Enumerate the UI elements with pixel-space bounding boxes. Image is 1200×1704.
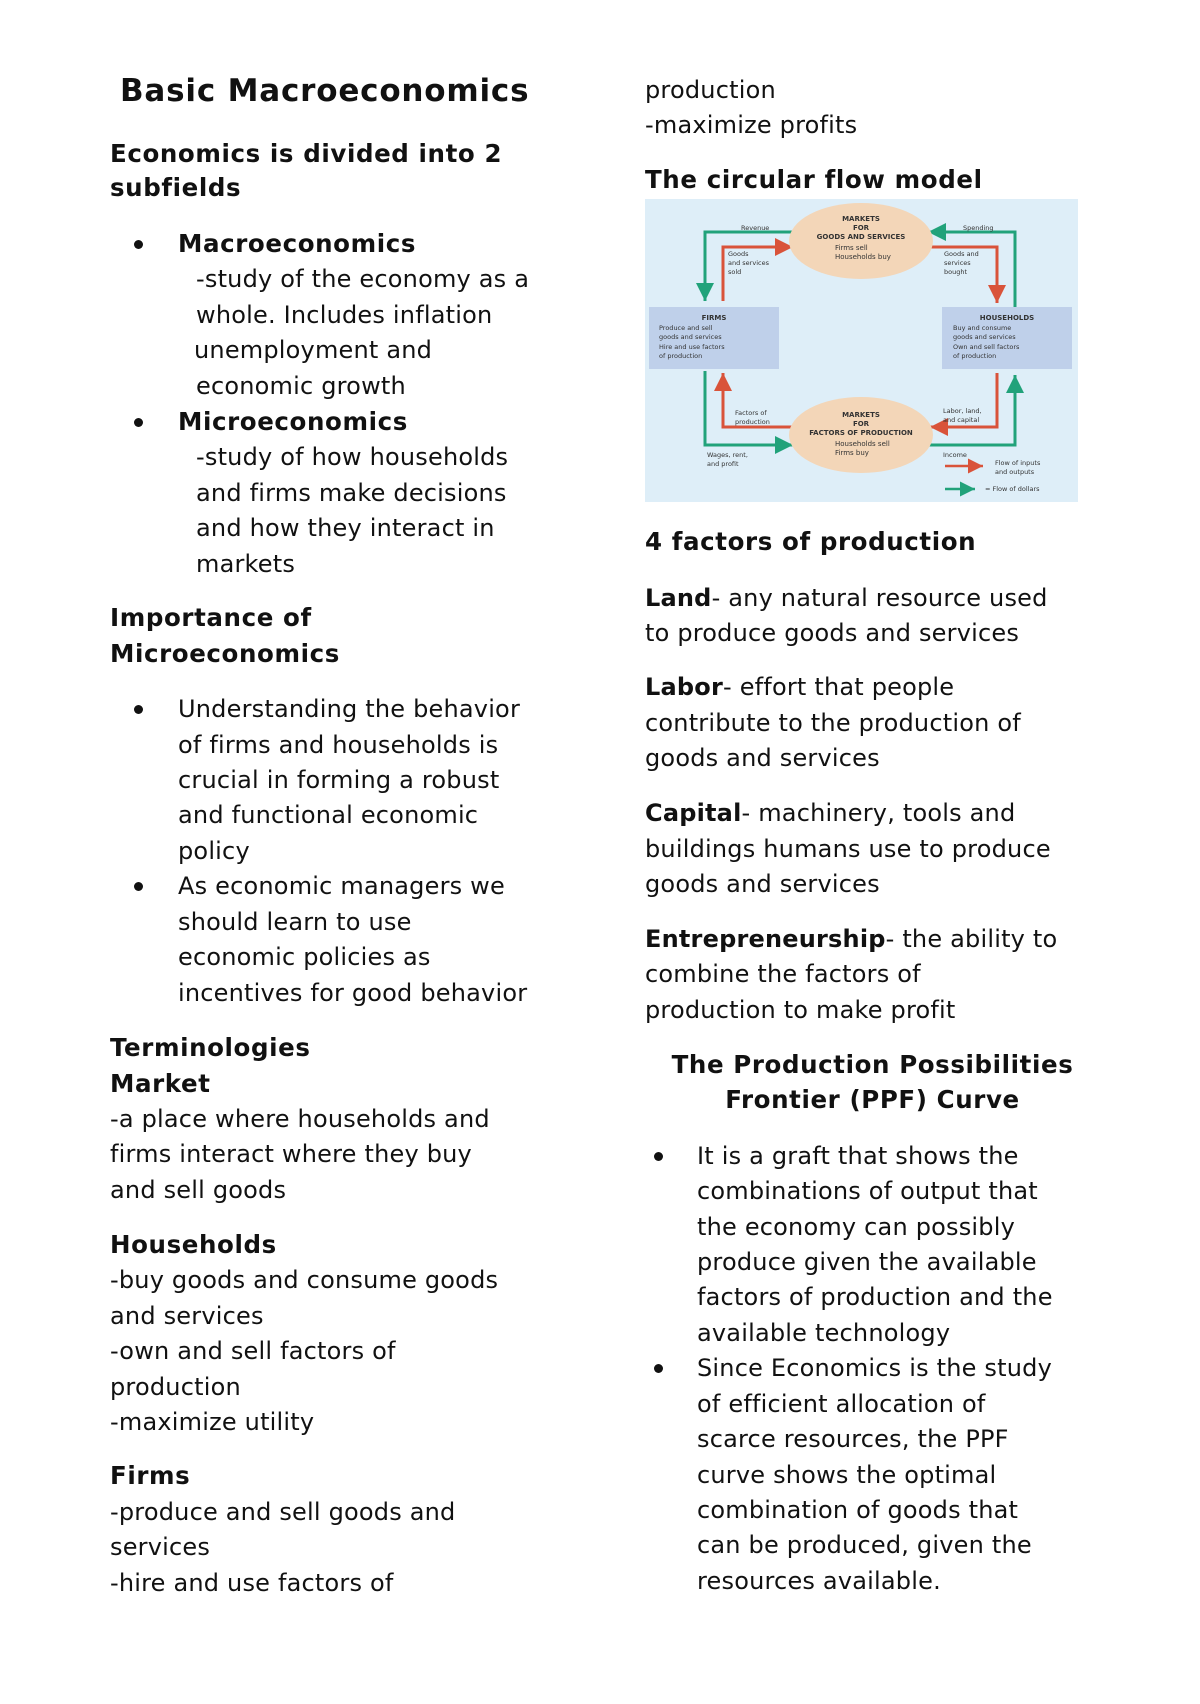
circular-flow-diagram (645, 199, 1078, 502)
micro-text-line: markets (196, 550, 296, 578)
households-box-line: Own and sell factors (953, 343, 1020, 351)
importance-bullet2-line: As economic managers we (178, 872, 505, 900)
land-line (645, 581, 1048, 615)
households-box-line: Buy and consume (953, 324, 1012, 332)
spending-flow-arrow (928, 232, 1015, 319)
factors-production-label: production (735, 418, 770, 426)
wages-label: and profit (707, 460, 739, 468)
firms-box-line: of production (659, 352, 703, 360)
bullet-icon (134, 705, 143, 714)
goods-market-label: FOR (852, 224, 870, 232)
labor-land-label: and capital (943, 416, 980, 424)
wages-label: Wages, rent, (707, 451, 748, 459)
capital-text: - machinery, tools and (741, 799, 1016, 827)
ppf-heading-line2: Frontier (PPF) Curve (725, 1085, 1020, 1114)
goods-sold-label: Goods (728, 250, 749, 258)
ppf-bullet2-line: scarce resources, the PPF (697, 1425, 1009, 1453)
market-text-line: firms interact where they buy (110, 1140, 472, 1168)
households-text-line: production (110, 1373, 241, 1401)
macro-text-line: unemployment and (194, 336, 433, 364)
ppf-bullet1-line: available technology (697, 1319, 951, 1347)
importance-bullet1-line: of firms and households is (178, 731, 499, 759)
labor-line (645, 670, 954, 704)
firms-text-line: services (110, 1533, 211, 1561)
entrepreneurship-term: Entrepreneurship (645, 925, 886, 953)
bullet-icon (134, 240, 143, 249)
income-label: Income (943, 451, 967, 459)
bullet-icon (654, 1364, 663, 1373)
wages-flow-arrow (705, 371, 793, 445)
households-box-line: goods and services (953, 333, 1016, 341)
macro-heading: Macroeconomics (178, 229, 417, 258)
land-text: - any natural resource used (711, 584, 1048, 612)
firms-box-title: FIRMS (701, 314, 727, 322)
households-text-line: -own and sell factors of (110, 1337, 396, 1365)
entrepreneurship-text: - the ability to (885, 925, 1058, 953)
labor-text: - effort that people (723, 673, 955, 701)
bullet-icon (134, 882, 143, 891)
revenue-label: Revenue (741, 224, 770, 232)
goods-sold-label: and services (728, 259, 769, 267)
firms-box-line: Produce and sell (659, 324, 713, 332)
entrepreneurship-line (645, 922, 1057, 956)
market-heading: Market (110, 1069, 211, 1098)
labor-term: Labor (645, 673, 723, 701)
micro-text-line: and how they interact in (196, 514, 495, 542)
households-box-line: of production (953, 352, 997, 360)
macro-text-line: economic growth (196, 372, 406, 400)
households-text-line: -maximize utility (110, 1408, 315, 1436)
firms-box-line: Hire and use factors (659, 343, 725, 351)
market-text-line: -a place where households and (110, 1105, 490, 1133)
intro-heading-line2: subfields (110, 173, 242, 202)
firms-continued-line: production (645, 76, 776, 104)
capital-term: Capital (645, 799, 742, 827)
goods-market-bullet: Households buy (835, 253, 891, 261)
factors-market-label: FOR (852, 420, 870, 428)
ppf-bullet2-line: curve shows the optimal (697, 1461, 997, 1489)
bullet-icon (654, 1152, 663, 1161)
legend-inputs-label: and outputs (995, 468, 1035, 476)
document-title: Basic Macroeconomics (120, 73, 530, 109)
land-text-line: to produce goods and services (645, 619, 1020, 647)
factors-market-bullet: Firms buy (835, 449, 869, 457)
factors-market-label: FACTORS OF PRODUCTION (809, 429, 913, 437)
entrepreneurship-text-line: combine the factors of (645, 960, 921, 988)
ppf-bullet1-line: the economy can possibly (697, 1213, 1016, 1241)
labor-land-label: Labor, land, (943, 407, 982, 415)
firms-text-line: -produce and sell goods and (110, 1498, 456, 1526)
entrepreneurship-text-line: production to make profit (645, 996, 956, 1024)
market-text-line: and sell goods (110, 1176, 287, 1204)
factors-heading: 4 factors of production (645, 527, 977, 556)
firms-heading: Firms (110, 1461, 191, 1490)
households-heading: Households (110, 1230, 277, 1259)
ppf-heading-line1: The Production Possibilities (671, 1050, 1074, 1079)
importance-heading-line1: Importance of (110, 603, 312, 632)
circular-flow-heading: The circular flow model (645, 165, 983, 194)
factors-market-label: MARKETS (842, 411, 880, 419)
households-box-title: HOUSEHOLDS (979, 314, 1035, 322)
spending-label: Spending (963, 224, 994, 232)
ppf-bullet1-line: It is a graft that shows the (697, 1142, 1019, 1170)
bullet-icon (134, 418, 143, 427)
importance-bullet1-line: Understanding the behavior (178, 695, 521, 723)
ppf-bullet1-line: combinations of output that (697, 1177, 1038, 1205)
goods-bought-label: bought (944, 268, 968, 276)
legend-dollars-label: = Flow of dollars (985, 485, 1040, 493)
households-text-line: and services (110, 1302, 264, 1330)
importance-bullet1-line: and functional economic (178, 801, 479, 829)
ppf-bullet2-line: can be produced, given the (697, 1531, 1032, 1559)
importance-bullet2-line: incentives for good behavior (178, 979, 528, 1007)
goods-market-label: MARKETS (842, 215, 880, 223)
capital-text-line: buildings humans use to produce (645, 835, 1051, 863)
ppf-bullet1-line: factors of production and the (697, 1283, 1053, 1311)
macro-text-line: whole. Includes inflation (196, 301, 493, 329)
goods-sold-label: sold (728, 268, 742, 276)
factors-production-label: Factors of (735, 409, 767, 417)
goods-bought-label: services (944, 259, 971, 267)
ppf-bullet2-line: resources available. (697, 1567, 941, 1595)
micro-text-line: and firms make decisions (196, 479, 507, 507)
capital-line (645, 796, 1015, 830)
goods-bought-label: Goods and (944, 250, 979, 258)
labor-text-line: contribute to the production of (645, 709, 1021, 737)
capital-text-line: goods and services (645, 870, 880, 898)
labor-text-line: goods and services (645, 744, 880, 772)
goods-market-bullet: Firms sell (835, 244, 868, 252)
macro-text-line: -study of the economy as a (196, 265, 530, 293)
importance-bullet1-line: crucial in forming a robust (178, 766, 500, 794)
micro-text-line: -study of how households (196, 443, 509, 471)
importance-bullet2-line: economic policies as (178, 943, 431, 971)
goods-market-label: GOODS AND SERVICES (816, 233, 906, 241)
firms-continued-line: -maximize profits (645, 111, 858, 139)
ppf-bullet2-line: of efficient allocation of (697, 1390, 986, 1418)
firms-text-line: -hire and use factors of (110, 1569, 394, 1597)
terminologies-heading: Terminologies (110, 1033, 311, 1062)
importance-bullet2-line: should learn to use (178, 908, 412, 936)
firms-box-line: goods and services (659, 333, 722, 341)
importance-heading-line2: Microeconomics (110, 639, 340, 668)
ppf-bullet2-line: Since Economics is the study (697, 1354, 1052, 1382)
legend-inputs-label: Flow of inputs (995, 459, 1041, 467)
factors-market-bullet: Households sell (835, 440, 890, 448)
ppf-bullet2-line: combination of goods that (697, 1496, 1019, 1524)
households-text-line: -buy goods and consume goods (110, 1266, 499, 1294)
importance-bullet1-line: policy (178, 837, 250, 865)
land-term: Land (645, 584, 712, 612)
ppf-bullet1-line: produce given the available (697, 1248, 1037, 1276)
micro-heading: Microeconomics (178, 407, 408, 436)
intro-heading-line1: Economics is divided into 2 (110, 139, 503, 168)
